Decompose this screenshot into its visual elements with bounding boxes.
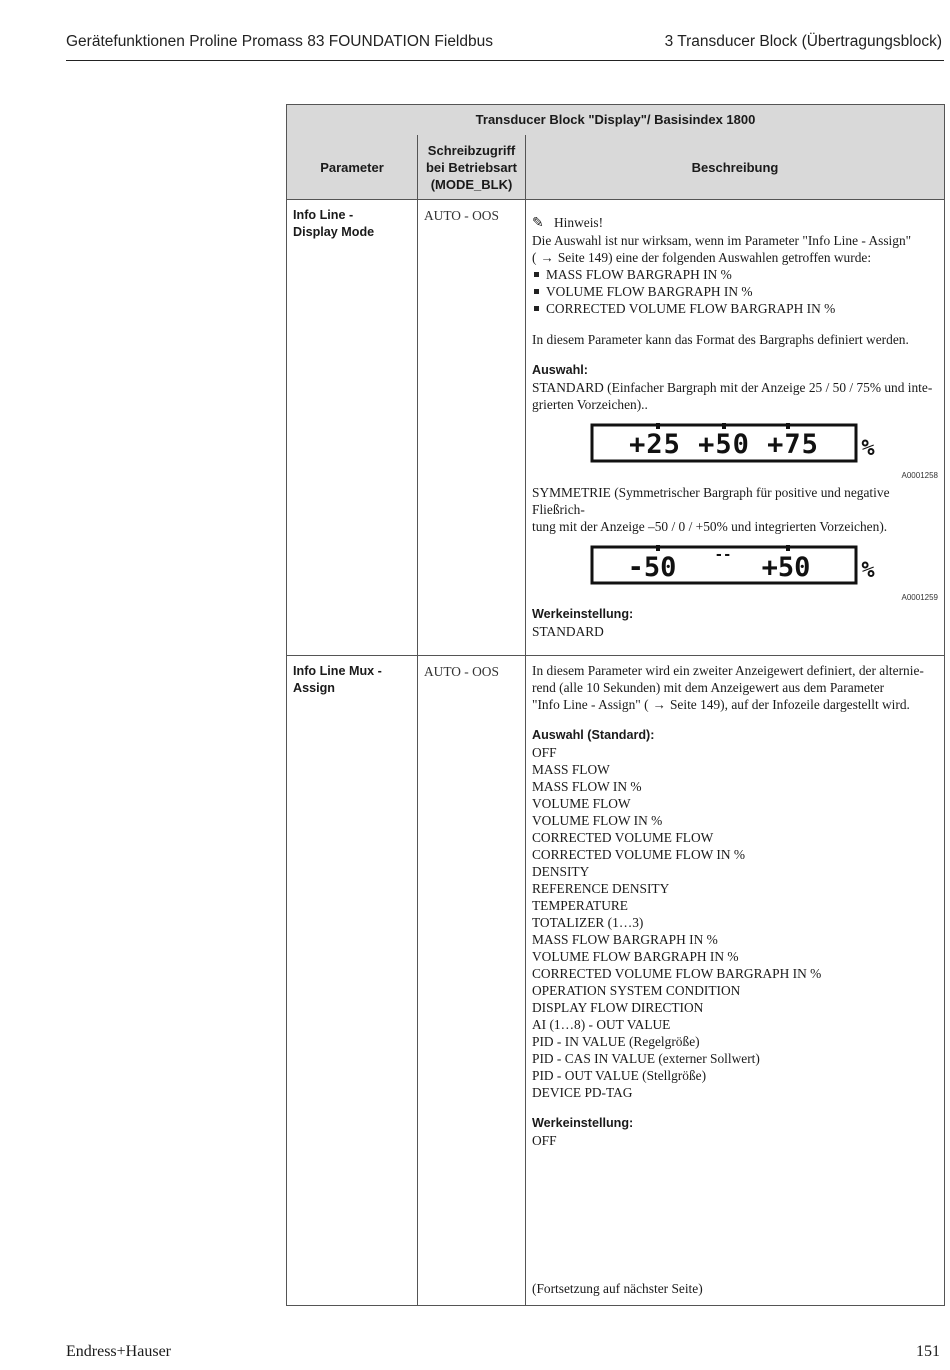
parameter-name-line2: Assign (293, 681, 335, 695)
auswahl-label: Auswahl (Standard): (532, 728, 655, 742)
continued-note: (Fortsetzung auf nächster Seite) (532, 1281, 703, 1296)
right-arrow-icon: → (652, 697, 666, 712)
page-number: 151 (916, 1343, 940, 1360)
intro-text: rend (alle 10 Sekunden) mit dem Anzeigewert aus dem Parameter (532, 680, 885, 695)
option-item: CORRECTED VOLUME FLOW (532, 830, 714, 845)
list-item: CORRECTED VOLUME FLOW BARGRAPH IN % (532, 300, 938, 317)
write-access: AUTO - OOS (418, 200, 526, 656)
option-item: MASS FLOW (532, 762, 610, 777)
figure-code: A0001258 (901, 471, 938, 480)
option-item: TOTALIZER (1…3) (532, 915, 644, 930)
option-item: DISPLAY FLOW DIRECTION (532, 1000, 704, 1015)
parameter-name-line1: Info Line - (293, 208, 354, 222)
bargraph-standard-figure (532, 423, 938, 465)
bargraph-symmetric-figure (532, 545, 938, 587)
option-item: PID - CAS IN VALUE (externer Sollwert) (532, 1051, 760, 1066)
column-header-access (418, 135, 526, 200)
transducer-table (286, 104, 945, 1306)
figure-code: A0001259 (901, 593, 938, 602)
header-rule (66, 60, 944, 61)
default-label: Werkeinstellung: (532, 1116, 634, 1130)
paragraph: In diesem Parameter kann das Format des Bargraphs definiert werden. (532, 332, 909, 347)
header-title: Gerätefunktionen Proline Promass 83 FOUNDATION Fieldbus (66, 33, 493, 50)
bargraph-symmetric-right: +50 (761, 552, 811, 583)
write-access: AUTO - OOS (418, 656, 526, 1306)
list-item: MASS FLOW BARGRAPH IN % (532, 266, 938, 283)
parameter-name-line1: Info Line Mux - (293, 664, 382, 678)
option-item: CORRECTED VOLUME FLOW IN % (532, 847, 746, 862)
option-item: DENSITY (532, 864, 590, 879)
column-header-access-line2: bei Betriebsart (425, 159, 518, 175)
bargraph-symmetric-center: -- (714, 547, 732, 563)
option-symmetrie: SYMMETRIE (Symmetrischer Bargraph für positive und negative Fließrich- (532, 485, 890, 517)
column-header-description: Beschreibung (526, 135, 945, 200)
parameter-name-line2: Display Mode (293, 225, 375, 239)
option-item: AI (1…8) - OUT VALUE (532, 1017, 671, 1032)
bargraph-symmetric-left: -50 (627, 552, 677, 583)
description (526, 200, 945, 656)
option-item: VOLUME FLOW IN % (532, 813, 663, 828)
default-label: Werkeinstellung: (532, 607, 634, 621)
option-list (532, 744, 938, 1101)
option-item: DEVICE PD-TAG (532, 1085, 633, 1100)
note-label: Hinweis! (554, 215, 604, 230)
option-item: OPERATION SYSTEM CONDITION (532, 983, 741, 998)
bargraph-symmetric-unit: % (861, 558, 875, 583)
option-symmetrie-cont: tung mit der Anzeige –50 / 0 / +50% und integrierten Vorzeichen). (532, 519, 888, 534)
default-value: OFF (532, 1133, 557, 1148)
table-row (287, 656, 945, 1306)
default-value: STANDARD (532, 624, 604, 639)
note-text-paren: ( (532, 250, 537, 265)
bargraph-standard-scale: +25 +50 +75 (629, 429, 819, 460)
column-header-access-line3: (MODE_BLK) (430, 176, 513, 192)
auswahl-label: Auswahl: (532, 363, 588, 377)
option-standard-cont: grierten Vorzeichen).. (532, 397, 648, 412)
parameter-name (287, 200, 418, 656)
column-header-access-line1: Schreibzugriff (427, 142, 516, 158)
bargraph-standard-unit: % (861, 436, 875, 461)
option-item: VOLUME FLOW BARGRAPH IN % (532, 949, 739, 964)
option-item: VOLUME FLOW (532, 796, 631, 811)
footer-brand: Endress+Hauser (66, 1343, 171, 1360)
parameter-name (287, 656, 418, 1306)
intro-text: In diesem Parameter wird ein zweiter Anzeigewert definiert, der alternie- (532, 663, 924, 678)
option-item: MASS FLOW IN % (532, 779, 642, 794)
option-item: TEMPERATURE (532, 898, 628, 913)
note-text: Die Auswahl ist nur wirksam, wenn im Parameter "Info Line - Assign" (532, 233, 912, 248)
option-item: MASS FLOW BARGRAPH IN % (532, 932, 718, 947)
option-item: REFERENCE DENSITY (532, 881, 670, 896)
option-item: CORRECTED VOLUME FLOW BARGRAPH IN % (532, 966, 822, 981)
option-item: PID - IN VALUE (Regelgröße) (532, 1034, 700, 1049)
description (526, 656, 945, 1306)
note-text-ref: Seite 149) eine der folgenden Auswahlen getroffen wurde: (557, 250, 872, 265)
pencil-note-icon: ✎ (532, 216, 544, 231)
option-item: PID - OUT VALUE (Stellgröße) (532, 1068, 707, 1083)
list-item: VOLUME FLOW BARGRAPH IN % (532, 283, 938, 300)
intro-text-ref: Seite 149), auf der Infozeile dargestellt wird. (669, 697, 910, 712)
column-header-parameter: Parameter (287, 135, 418, 200)
option-standard: STANDARD (Einfacher Bargraph mit der Anzeige 25 / 50 / 75% und inte- (532, 380, 933, 395)
header-section: 3 Transducer Block (Übertragungsblock) (664, 33, 942, 50)
table-row (287, 200, 945, 656)
option-item: OFF (532, 745, 557, 760)
table-title: Transducer Block "Display"/ Basisindex 1800 (287, 105, 945, 136)
right-arrow-icon: → (540, 250, 554, 265)
intro-text: "Info Line - Assign" ( (532, 697, 649, 712)
